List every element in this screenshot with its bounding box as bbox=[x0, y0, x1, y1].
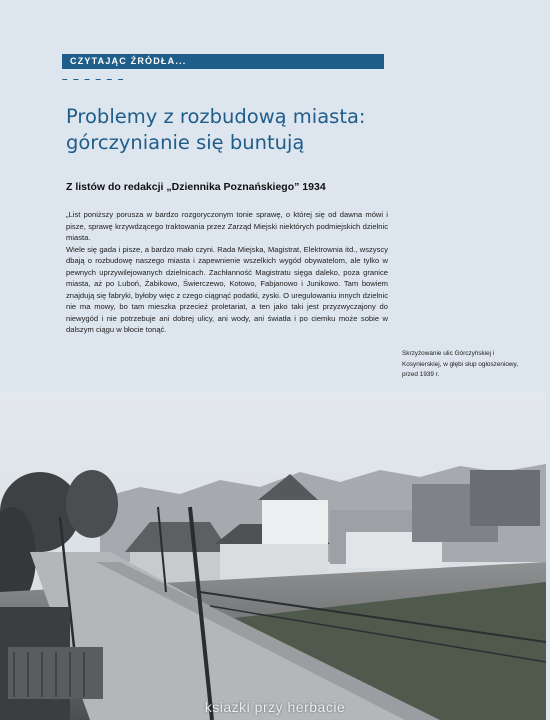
article-title-line-2: górczynianie się buntują bbox=[66, 131, 305, 154]
decorative-dashes: – – – – – – bbox=[62, 74, 125, 85]
body-paragraph-2: Wiele się gada i pisze, a bardzo mało czyni. Rada Miejska, Magistrat, Elektrownia itd., wszyscy dbają o rozbudowę naszego miasta i zapewnienie wszelkich wygód obywatelom, ale tylko w pewnych uprzywilejowanych dzielnicach. Zachłanność Magistratu sięga daleko, poza granice miasta, aż po Luboń, Żabikowo, Świerczewo, Kotowo, Fabjanowo i Junikowo. Tam bowiem znajdują się fabryki, byłoby więc z czego ciągnąć podatki, zyski. O uregulowaniu innych dzielnic nie ma mowy, bo tam mieszka przecież proletariat, a ten jako taki jest przyzwyczajony do niewygód i nie potrzebuje ani dobrej ulicy, ani wody, ani światła i po ciemku może sobie w dalszym ciągu w błocie tonąć. bbox=[66, 244, 388, 334]
photo-caption: Skrzyżowanie ulic Górczyńskiej i Kosynierskiej, w głębi słup ogłoszeniowy, przed 1939 r. bbox=[402, 350, 519, 378]
article-title-line-1: Problemy z rozbudową miasta: bbox=[66, 105, 366, 128]
section-label-bar bbox=[62, 54, 384, 69]
body-paragraph-1: „List poniższy porusza w bardzo rozgoryczonym tonie sprawę, o której się od dawna mówi i pisze, sprawę krzywdzącego traktowania przez Zarząd Miejski niektórych podmiejskich dzielnic miasta. bbox=[66, 210, 388, 242]
historical-street-photo bbox=[0, 392, 546, 720]
watermark-text: ksiazki przy herbacie bbox=[204, 699, 346, 715]
article-body bbox=[66, 209, 388, 336]
article-title bbox=[66, 104, 386, 156]
section-label: CZYTAJĄC ŹRÓDŁA... bbox=[70, 56, 187, 66]
article-subtitle: Z listów do redakcji „Dziennika Poznańskiego” 1934 bbox=[66, 181, 326, 193]
